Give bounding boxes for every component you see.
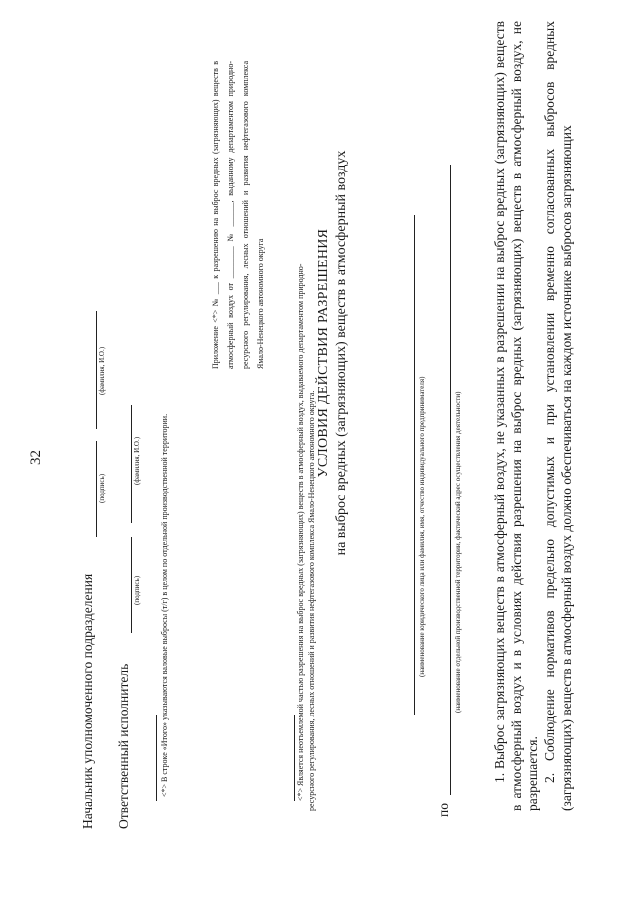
executor-name-line	[131, 405, 132, 523]
executor-sign-caption: (подпись)	[133, 575, 141, 605]
page-number: 32	[28, 450, 44, 465]
po-label: по	[436, 803, 451, 817]
appendix-footnote-line1: <*> Является неотъемлемой частью разрешения на выброс вредных (загрязняющих) веществ в атмосферный воздух, выдаваемого департаментом природно-	[296, 263, 305, 801]
document-title: УСЛОВИЯ ДЕЙСТВИЯ РАЗРЕШЕНИЯ	[316, 228, 331, 478]
territory-caption: (наименование отдельной производственной территории, фактический адрес осуществления деятельности)	[454, 391, 462, 713]
clause-2	[542, 21, 575, 811]
clause-1	[492, 21, 542, 811]
head-name-line	[96, 311, 97, 429]
territory-line	[450, 165, 451, 795]
head-sign-line	[96, 441, 97, 537]
head-signature-label: Начальник уполномоченного подразделения	[80, 573, 95, 829]
appendix-footnote-separator	[294, 715, 295, 801]
executor-sign-line	[131, 537, 132, 633]
head-sign-caption: (подпись)	[98, 473, 106, 503]
clause-2-text: 2. Соблюдение нормативов предельно допустимых и при установлении временно согласованных выбросов вредных (загрязняющих) веществ в атмосферный воздух должно обеспечиваться на каждом источнике выбросов загрязняющих	[542, 21, 574, 811]
legal-entity-caption: (наименование юридического лица или фамилия, имя, отчество индивидуального предпринимателя)	[418, 376, 426, 677]
appendix-footnote-line2: ресурсного регулирования, лесных отношений и развития нефтегазового комплекса Ямало-Ненецкого автономного округа.	[307, 390, 316, 811]
legal-entity-line	[414, 215, 415, 715]
footnote-separator	[156, 715, 157, 801]
appendix-header: Приложение <*> № ___ к разрешению на выброс вредных (загрязняющих) веществ в атмосферный воздух от ________ № ______, выданному департаментом природно-ресурсного регулирования, лесных отношений и развития нефтегазового комплекса Ямало-Ненецкого автономного округа	[211, 61, 265, 369]
document-subtitle: на выброс вредных (загрязняющих) веществ в атмосферный воздух	[334, 150, 349, 556]
head-name-caption: (фамилия, И.О.)	[98, 346, 106, 395]
footnote-itogo: <*> В строке «Итого» указываются валовые выбросы (т/г) в целом по отдельной производственной территории.	[160, 413, 169, 797]
executor-name-caption: (фамилия, И.О.)	[133, 436, 141, 485]
clause-1-text: 1. Выброс загрязняющих веществ в атмосферный воздух, не указанных в разрешении на выброс вредных (загрязняющих) веществ в атмосферный воздух и в условиях действия разрешения на выброс вредных (загрязняющих) веществ в атмосферный воздух, не разрешается.	[492, 21, 540, 811]
executor-signature-label: Ответственный исполнитель	[116, 663, 131, 829]
